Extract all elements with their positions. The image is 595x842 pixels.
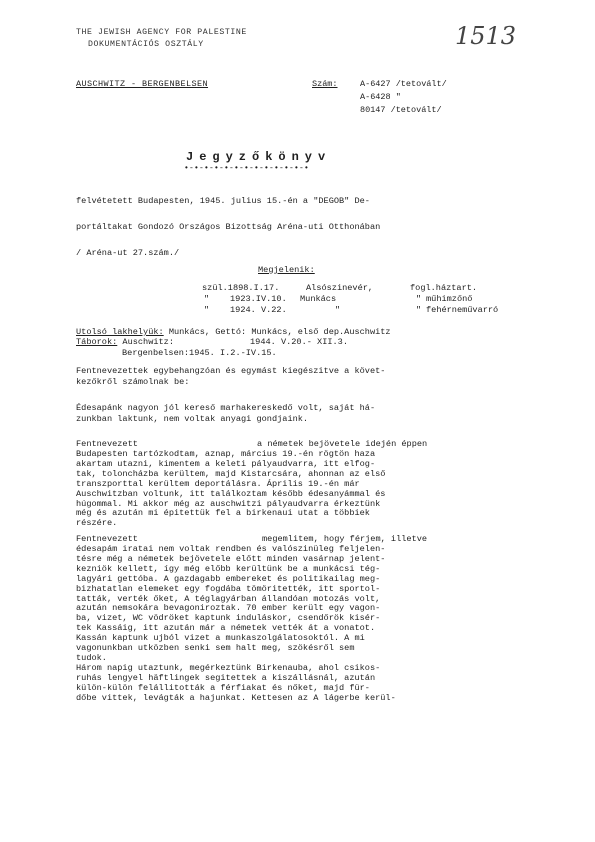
residence-label: Utolsó lakhelyük:	[76, 327, 164, 337]
statement-line-2: kezőkről számolnak be:	[76, 377, 190, 387]
residence-text: Munkács, Gettó: Munkács, első dep.Auschwitz	[163, 327, 391, 337]
department-name: DOKUMENTÁCIÓS OSZTÁLY	[88, 40, 204, 49]
paragraph-2-line-1: a németek bejövetele idején éppen	[257, 439, 428, 449]
paragraph-3-body	[76, 545, 396, 704]
paragraph-3-line-13: tudok.	[76, 652, 107, 663]
person-1-occupation: fogl.háztart.	[410, 283, 478, 293]
paragraph-2-line-7: húgommal. Mi akkor még az auschwitzi pályaudvarra érkeztünk	[76, 498, 381, 509]
document-title: Jegyzőkönyv	[186, 150, 332, 164]
paragraph-1-line-1: Édesapánk nagyon jól kereső marhakereskedő volt, saját há-	[76, 403, 376, 413]
paragraph-2-line-4: tak, toloncházba kerültem, majd Kistarcsára, ahonnan az első	[76, 468, 386, 479]
person-2-born: 1923.IV.10.	[230, 294, 287, 304]
camps-label: Táborok:	[76, 337, 118, 347]
paragraph-3-line-7: tatták, verték őket, A téglagyárban állandóan motozás volt,	[76, 593, 381, 604]
paragraph-2-line-6: Auschwitzban voltunk, itt találkoztam később édesanyámmal és	[76, 488, 386, 499]
paragraph-3-line-9: ba, vizet, WC vödröket kaptunk induláskor, csendőrök kisér-	[76, 613, 381, 624]
person-2-place: Munkács	[300, 294, 337, 304]
megjelenik-heading: Megjelenik:	[258, 265, 315, 275]
paragraph-3-line-10: tek Kassáig, itt azután már a németek vették át a vonatot.	[76, 623, 376, 634]
szam-line-1: A-6427 /tetovált/	[360, 79, 447, 89]
paragraph-3-line-3: tésre még a németek bejövetele előtt minden vasárnap jelent-	[76, 553, 386, 564]
person-2-ditto: "	[204, 294, 210, 304]
handwritten-number: 1513	[455, 22, 517, 50]
paragraph-2-line-9: részére.	[76, 518, 118, 529]
camps-heading: AUSCHWITZ - BERGENBELSEN	[76, 79, 209, 89]
statement-line-1: Fentnevezettek egybehangzóan és egymást kiegészitve a követ-	[76, 366, 386, 376]
person-1-place: Alsószinevér,	[306, 283, 374, 293]
intro-line-3: / Aréna-ut 27.szám./	[76, 248, 180, 258]
paragraph-2-line-5: transzporttal kerültem deportálásra. Április 19.-én már	[76, 478, 360, 489]
paragraph-2-label: Fentnevezett	[76, 439, 138, 449]
person-2-occupation-ditto: "	[416, 294, 422, 304]
intro-line-1: felvétetett Budapesten, 1945. julius 15.-én a "DEGOB" De-	[76, 196, 370, 206]
paragraph-1-line-2: zunkban laktunk, nem voltak anyagi gondjaink.	[76, 414, 309, 424]
paragraph-2-body	[76, 450, 385, 529]
person-3-place-ditto: "	[335, 305, 341, 315]
paragraph-3-line-15: ruhás lengyel häftlingek segitettek a kiszállásnál, azután	[76, 672, 376, 683]
person-3-ditto: "	[204, 305, 210, 315]
camps-line	[76, 337, 174, 347]
intro-line-2: portáltakat Gondozó Országos Bizottság Aréna-uti Otthonában	[76, 222, 381, 232]
paragraph-3-line-12: vagonunkban utközben senki sem halt meg, szökésről sem	[76, 643, 355, 654]
paragraph-2-line-2: Budapesten tartózkodtam, aznap, március 19.-én rögtön haza	[76, 449, 376, 459]
szam-line-3: 80147 /tetovált/	[360, 105, 442, 115]
paragraph-3-line-17: dőbe vittek, levágták a hajunkat. Kettesen az A lágerbe kerül-	[76, 692, 396, 703]
camps-auschwitz-dates: 1944. V.20.- XII.3.	[250, 337, 348, 347]
camps-auschwitz-label: Auschwitz:	[117, 337, 174, 347]
szam-label: Szám:	[312, 79, 338, 89]
person-3-occupation: fehérneművarró	[426, 305, 499, 315]
paragraph-3-line-6: bizhatatlan elemeket egy fogdába tömöritették, itt sportol-	[76, 583, 381, 594]
paragraph-2-line-3: akartam utazni, kimentem a keleti pályaudvarra, itt elfog-	[76, 458, 376, 469]
paragraph-2-line-8: még és azután mi épitettük fel a birkenaui utat a többiek	[76, 508, 370, 519]
szam-line-2: A-6428 "	[360, 92, 401, 102]
paragraph-3-line-14: Három napig utaztunk, megérkeztünk Birkenauba, ahol csikos-	[76, 662, 381, 673]
paragraph-3-line-1: megemlitem, hogy férjem, illetve	[262, 534, 428, 544]
residence-line	[76, 327, 391, 337]
camps-bergenbelsen: Bergenbelsen:1945. I.2.-IV.15.	[122, 348, 277, 358]
paragraph-3-label: Fentnevezett	[76, 534, 138, 544]
paragraph-3-line-8: azután nemsokára bevagoniroztak. 70 ember került egy vagon-	[76, 603, 381, 614]
person-3-born: 1924. V.22.	[230, 305, 287, 315]
person-1-born: szül.1898.I.17.	[202, 283, 280, 293]
title-underline: •-•-•-•-•-•-•-•-•-•-•-•-•	[184, 164, 310, 173]
person-3-occupation-ditto: "	[416, 305, 422, 315]
paragraph-3-line-5: lagyári gettóba. A gazdagabb embereket és politikailag meg-	[76, 573, 381, 584]
person-2-occupation: műhimzőnő	[426, 294, 473, 304]
paragraph-3-line-2: édesapám iratai nem voltak rendben és valószinüleg feljelen-	[76, 544, 386, 554]
paragraph-3-line-16: külön-külön felállitották a férfiakat és nőket, majd für-	[76, 682, 370, 693]
paragraph-3-line-11: Kassán kaptunk ujból vizet a munkaszolgálatosoktól. A mi	[76, 633, 365, 644]
organization-name: THE JEWISH AGENCY FOR PALESTINE	[76, 28, 247, 37]
paragraph-3-line-4: kezniök kellett, így még előbb kerültünk be a munkácsi tég-	[76, 563, 381, 574]
